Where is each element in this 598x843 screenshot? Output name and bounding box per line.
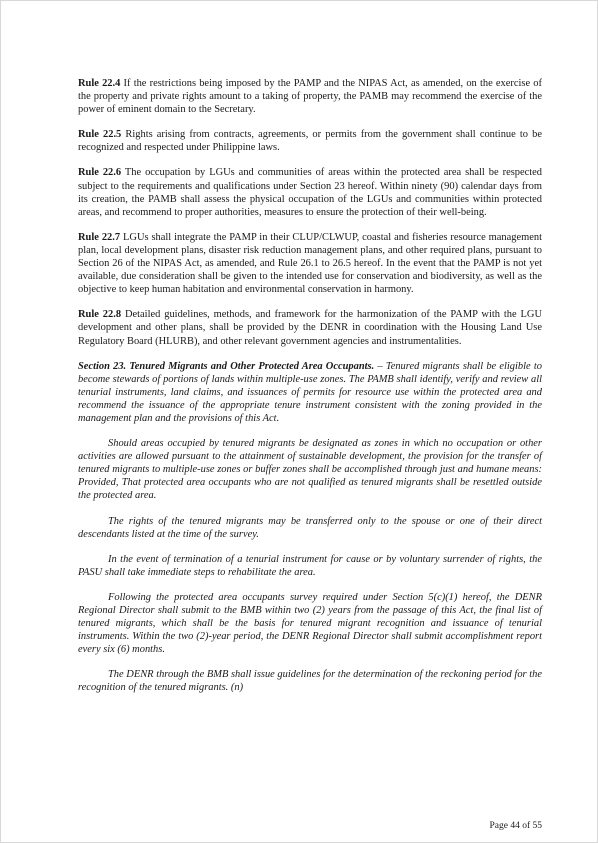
rule-text: LGUs shall integrate the PAMP in their CLUP/CLWUP, coastal and fisheries resource management plan, local development plans, disaster risk reduction management plans, and other required plans, pursuant to Section 26 of the NIPAS Act, as amended, and Rule 26.1 to 26.5 hereof. In the event that the PAMP is not yet available, due consideration shall be given to the intended use for conservation and biodiversity, as well as the objective to keep human habitation and environmental conservation in harmony. (78, 231, 543, 296)
rule-label: Rule 22.5 (78, 129, 122, 141)
rule-22-6 (78, 166, 542, 218)
section-title: Section 23. Tenured Migrants and Other Protected Area Occupants. (78, 360, 375, 372)
rule-label: Rule 22.7 (78, 231, 121, 243)
rule-label: Rule 22.6 (78, 167, 122, 179)
rule-label: Rule 22.8 (78, 309, 122, 321)
section-paragraph: Following the protected area occupants survey required under Section 5(c)(1) hereof, the DENR Regional Director shall submit to the BMB within two (2) years from the passage of this Act, the final list of tenured migrants, which shall be the basis for tenured migrant recognition and issuance of tenurial instruments. Within the two (2)-year period, the DENR Regional Director shall submit accomplishment report every six (6) months. (78, 591, 542, 656)
rule-text: Detailed guidelines, methods, and framework for the harmonization of the PAMP with the LGU development and other plans, shall be provided by the DENR in coordination with the Housing Land Use Regulatory Board (HLURB), and other relevant government agencies and instrumentalities. (78, 309, 543, 347)
section-paragraph: The rights of the tenured migrants may be transferred only to the spouse or one of their direct descendants listed at the time of the survey. (78, 515, 542, 540)
rule-text: The occupation by LGUs and communities of areas within the protected area shall be respected subject to the requirements and qualifications under Section 23 hereof. Within ninety (90) calendar days from its creation, the PAMB shall assess the physical occupation of the LGUs and communities within protected areas, and recommend to proper authorities, measures to ensure the protection of their well-being. (78, 167, 542, 218)
section-23-intro (78, 360, 542, 425)
section-paragraph: Should areas occupied by tenured migrants be designated as zones in which no occupation or other activities are allowed pursuant to the attainment of sustainable development, the provision for the transfer of tenured migrants to multiple-use zones or buffer zones shall be accomplished through just and humane means: Provided, That protected area occupants who are not qualified as tenured migrants shall be resettled outside the protected area. (78, 438, 542, 502)
section-intro-text: – Tenured migrants shall be eligible to become stewards of portions of lands within multiple-use zones. The PAMB shall identify, verify and review all tenurial instruments, land claims, and issuances of permits for resource use within the protected area and recommend the issuance of the appropriate tenure instrument consistent with the zoning provided in the management plan and the provisions of this Act. (78, 360, 542, 424)
section-paragraph: In the event of termination of a tenurial instrument for cause or by voluntary surrender of rights, the PASU shall take immediate steps to rehabilitate the area. (78, 553, 542, 578)
rule-22-4 (78, 77, 542, 116)
rule-22-5 (78, 128, 542, 154)
document-body (78, 77, 542, 707)
rule-text: If the restrictions being imposed by the PAMP and the NIPAS Act, as amended, on the exercise of the property and private rights amount to a taking of property, the PAMB may recommend the exercise of the power of eminent domain to the Secretary. (78, 78, 542, 116)
rule-22-8 (78, 308, 542, 347)
rule-22-7 (78, 231, 542, 296)
section-paragraph: The DENR through the BMB shall issue guidelines for the determination of the reckoning period for the recognition of the tenured migrants. (n) (78, 669, 542, 694)
rule-label: Rule 22.4 (78, 78, 121, 89)
rule-text: Rights arising from contracts, agreements, or permits from the government shall continue to be recognized and respected under Philippine laws. (78, 129, 542, 154)
page-number: Page 44 of 55 (489, 821, 542, 831)
